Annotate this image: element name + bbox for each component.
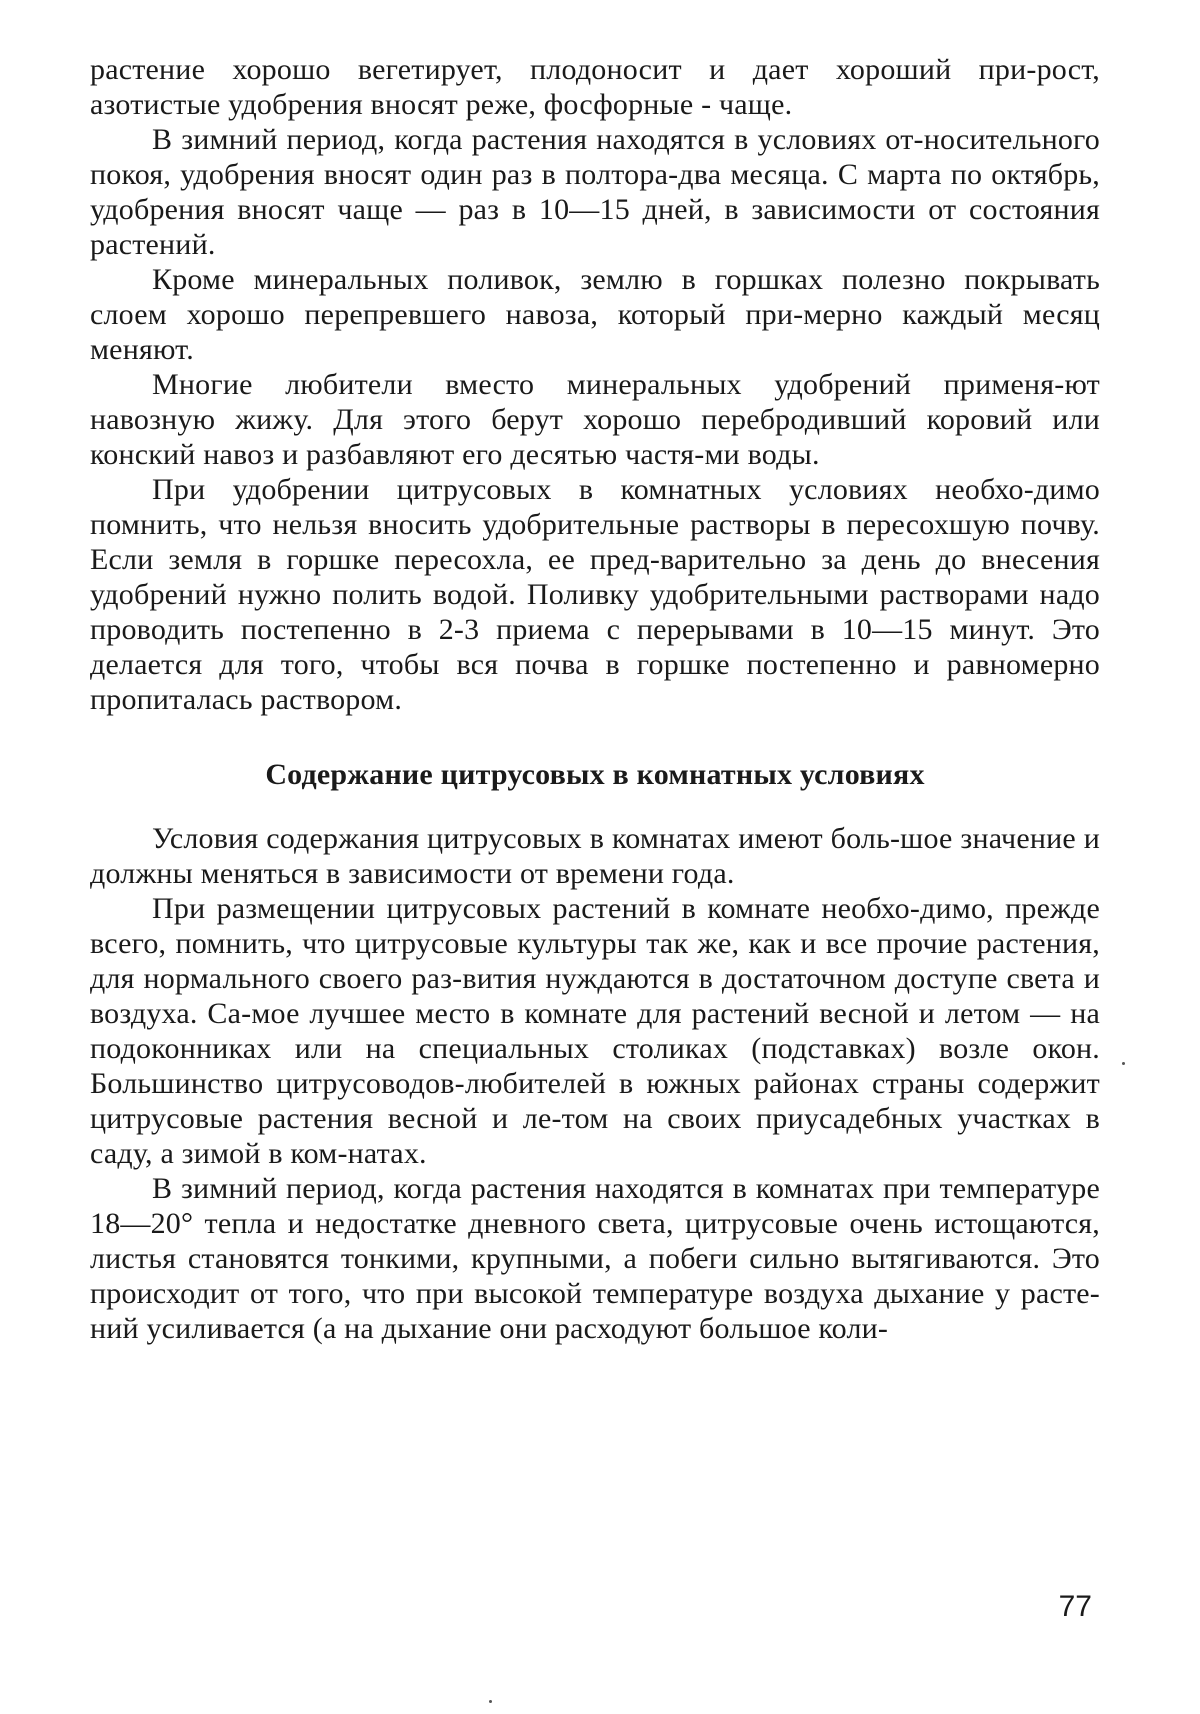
scan-speck	[489, 1700, 492, 1703]
paragraph-manure-slurry: Многие любители вместо минеральных удобрений применя-ют навозную жижу. Для этого берут хорошо перебродивший коровий или конский навоз и разбавляют его десятью частя-ми воды.	[90, 368, 1100, 471]
paragraph-winter-fertilizing: В зимний период, когда растения находятся в условиях от-носительного покоя, удобрения вносят один раз в полтора-два месяца. С марта по октябрь, удобрения вносят чаще — раз в 10—15 дней, в зависимости от состояния растений.	[90, 123, 1100, 261]
section-heading: Содержание цитрусовых в комнатных условиях	[265, 758, 925, 791]
paragraph-placement: При размещении цитрусовых растений в комнате необхо-димо, прежде всего, помнить, что цитрусовые культуры так же, как и все прочие растения, для нормального своего раз-вития нуждаются в достаточном доступе света и воздуха. Са-мое лучшее место в комнате для растений весной и летом — на подоконниках или на специальных столиках (подставках) возле окон. Большинство цитрусоводов-любителей в южных районах страны содержит цитрусовые растения весной и ле-том на своих приусадебных участках в саду, а зимой в ком-натах.	[90, 892, 1100, 1170]
page-number: 77	[1058, 1590, 1092, 1623]
paragraph-winter-period: В зимний период, когда растения находятся в комнатах при температуре 18—20° тепла и недостатке дневного света, цитрусовые очень истощаются, листья становятся тонкими, крупными, а побеги сильно вытягиваются. Это происходит от того, что при высокой температуре воздуха дыхание у расте-ний усиливается (а на дыхание они расходуют большое коли-	[90, 1172, 1100, 1345]
paragraph-dry-soil-warning: При удобрении цитрусовых в комнатных условиях необхо-димо помнить, что нельзя вносить удобрительные растворы в пересохшую почву. Если земля в горшке пересохла, ее пред-варительно за день до внесения удобрений нужно полить водой. Поливку удобрительными растворами надо проводить постепенно в 2-3 приема с перерывами в 10—15 минут. Это делается для того, чтобы вся почва в горшке постепенно и равномерно пропиталась раствором.	[90, 473, 1100, 716]
paragraph-manure-topping: Кроме минеральных поливок, землю в горшках полезно покрывать слоем хорошо перепревшего навоза, который при-мерно каждый месяц меняют.	[90, 263, 1100, 366]
page-body	[90, 52, 1100, 1346]
paragraph-conditions-intro: Условия содержания цитрусовых в комнатах имеют боль-шое значение и должны меняться в зависимости от времени года.	[90, 822, 1100, 890]
scan-speck	[1122, 1062, 1125, 1065]
paragraph-continuation: растение хорошо вегетирует, плодоносит и дает хороший при-рост, азотистые удобрения вносят реже, фосфорные - чаще.	[90, 53, 1100, 121]
